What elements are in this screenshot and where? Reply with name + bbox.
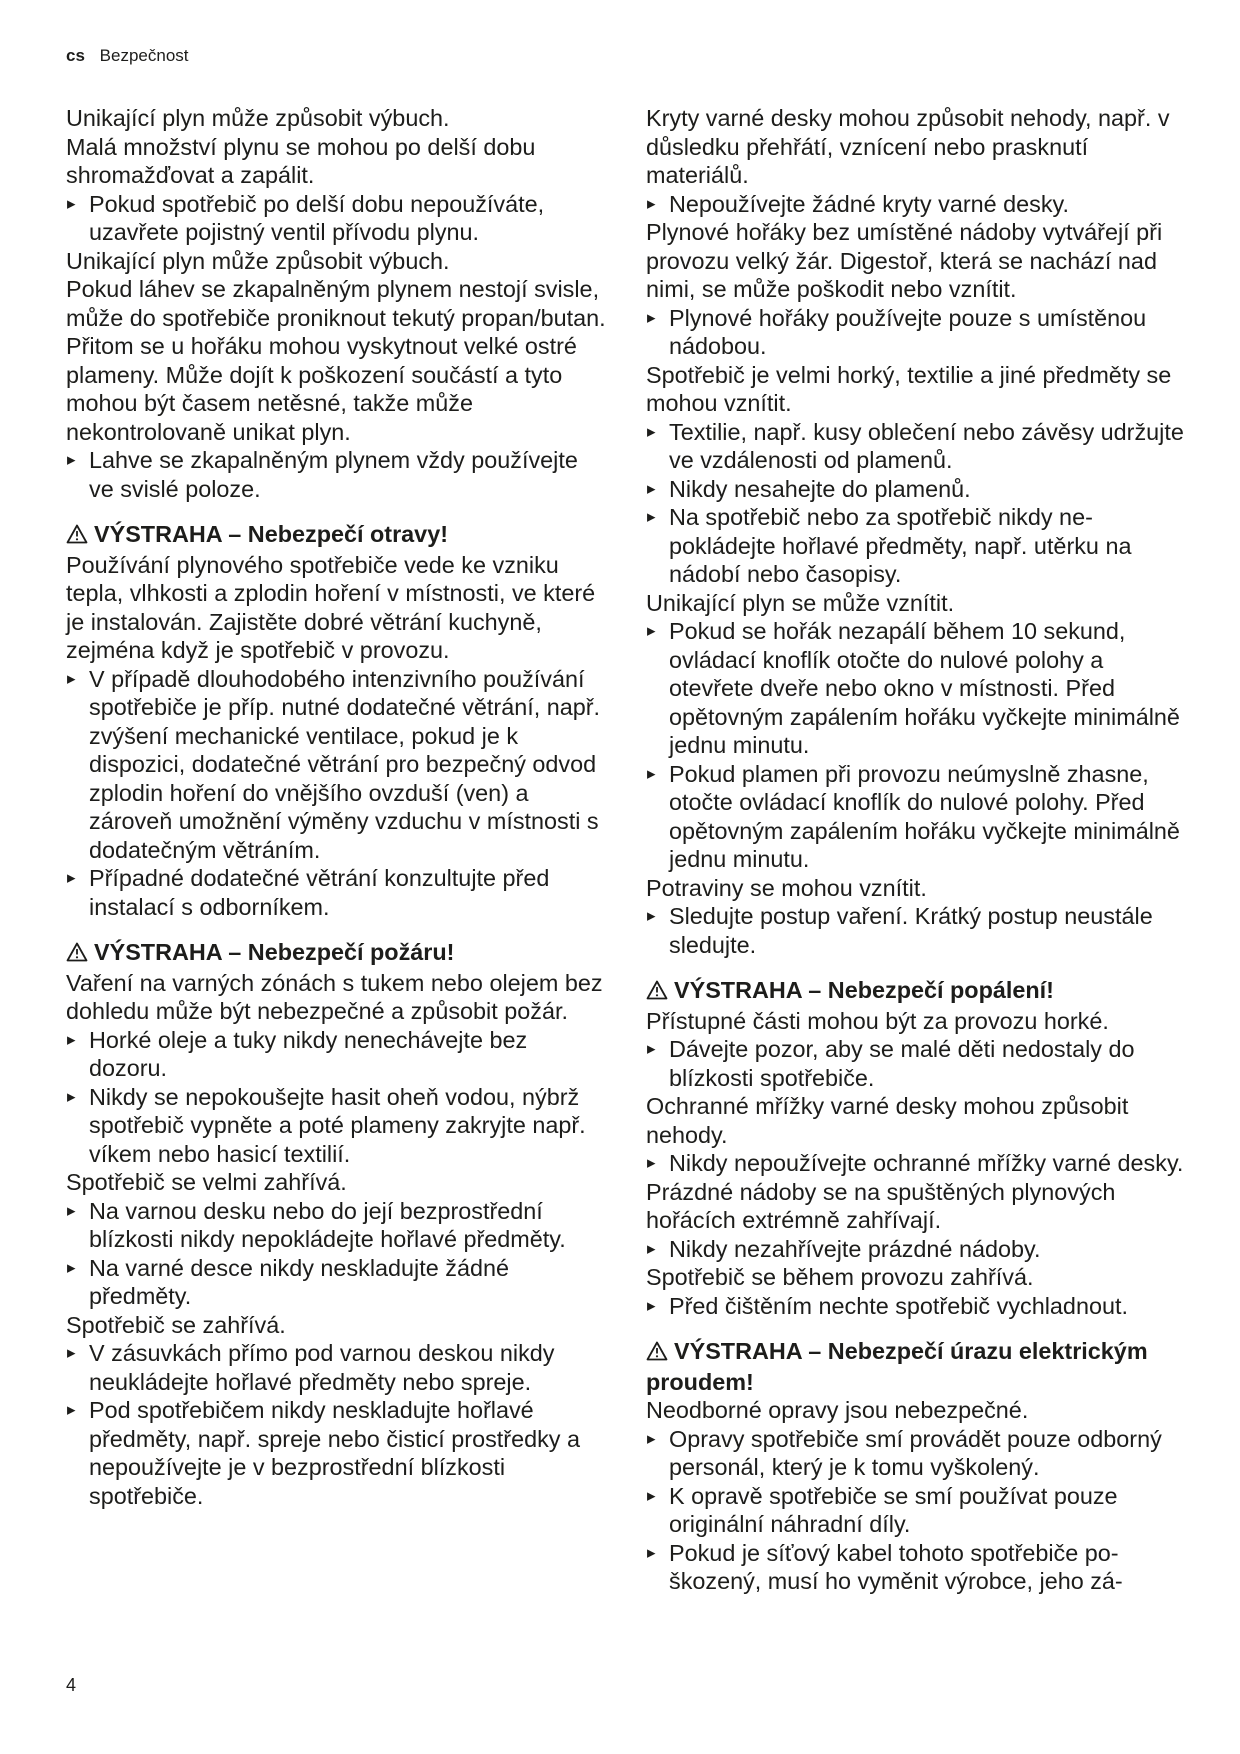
bullet-item: ▸ Nikdy se nepokoušejte hasit oheň vodou, nýbrž spotřebič vypněte a poté plameny zakryjte např. víkem nebo hasicí textilií. xyxy=(66,1083,606,1169)
warning-heading xyxy=(66,520,606,551)
bullet-item: ▸ Pokud se hořák nezapálí během 10 sekund, ovládací knoflík otočte do nulové polohy a otevřete dveře nebo okno v místnosti. Před opětovným zapálením hořáku vyčkejte minimálně jednu minutu. xyxy=(646,617,1186,760)
left-column xyxy=(66,104,606,1510)
warning-title: VÝSTRAHA – Nebezpečí otravy! xyxy=(94,521,448,547)
warning-triangle-icon xyxy=(646,978,668,1007)
paragraph: Spotřebič je velmi horký, textilie a jiné předměty se mohou vznítit. xyxy=(646,361,1172,416)
block xyxy=(66,104,606,503)
section-title: Bezpečnost xyxy=(99,46,189,65)
bullet-item: ▸ Lahve se zkapalněným plynem vždy používejte ve svislé poloze. xyxy=(66,446,606,503)
block xyxy=(646,1007,1186,1321)
paragraph: Unikající plyn může způsobit výbuch. xyxy=(66,105,450,131)
paragraph: Unikající plyn se může vznítit. xyxy=(646,589,955,616)
bullet-item: ▸ Textilie, např. kusy oblečení nebo závěsy udržujte ve vzdálenosti od plamenů. xyxy=(646,418,1186,475)
paragraph: Spotřebič se velmi zahřívá. xyxy=(66,1169,347,1195)
paragraph: Spotřebič se zahřívá. xyxy=(66,1311,286,1338)
bullet-item: ▸ Případné dodatečné větrání konzultujte před instalací s odborníkem. xyxy=(66,864,606,921)
bullet-item: ▸ Nikdy nezahřívejte prázdné nádoby. xyxy=(646,1235,1186,1264)
block xyxy=(66,551,606,922)
warning-title: VÝSTRAHA – Nebezpečí popálení! xyxy=(674,977,1054,1003)
warning-title: VÝSTRAHA – Nebezpečí požáru! xyxy=(94,939,455,965)
warning-heading xyxy=(66,938,606,969)
bullet-item: ▸ Na varnou desku nebo do její bezprostřední blízkosti nikdy nepokládejte hořlavé předměty. xyxy=(66,1197,606,1254)
bullet-item: ▸ Dávejte pozor, aby se malé děti nedostaly do blízkosti spotřebiče. xyxy=(646,1035,1186,1092)
bullet-item: ▸ Pokud plamen při provozu neúmyslně zhasne, otočte ovládací knoflík do nulové polohy. Před opětovným zapálením hořáku vyčkejte minimálně jednu minutu. xyxy=(646,760,1186,874)
right-column xyxy=(646,104,1186,1596)
bullet-item: ▸ K opravě spotřebiče se smí používat pouze originální náhradní díly. xyxy=(646,1482,1186,1539)
bullet-item: ▸ Sledujte postup vaření. Krátký postup neustále sledujte. xyxy=(646,902,1186,959)
bullet-item: ▸ Na spotřebič nebo za spotřebič nikdy nepokládejte hořlavé předměty, např. utěrku na nádobí nebo časopisy. xyxy=(646,503,1186,589)
warning-heading xyxy=(646,1337,1186,1396)
bullet-item: ▸ V případě dlouhodobého intenzivního používání spotřebiče je příp. nutné dodatečné větrání, např. zvýšení mechanické ventilace, pokud je k dispozici, dodatečné větrání pro bezpečný odvod zplodin hoření do vnějšího ovzduší (ven) a zároveň umožnění výměny vzduchu v místnosti s dodatečným větráním. xyxy=(66,665,606,865)
paragraph: Pokud láhev se zkapalněným plynem nestojí svisle, může do spotřebiče proniknout tekutý propan/butan. Přitom se u hořáku mohou vyskytnout velké ostré plameny. Může dojít k poškození součástí a tyto mohou být časem netěsné, takže může nekontrolovaně unikat plyn. xyxy=(66,276,606,445)
block xyxy=(66,969,606,1511)
bullet-item: ▸ Nepoužívejte žádné kryty varné desky. xyxy=(646,190,1186,219)
bullet-item: ▸ Pokud je síťový kabel tohoto spotřebiče poškozený, musí ho vyměnit výrobce, jeho zá- xyxy=(646,1539,1186,1596)
paragraph: Ochranné mřížky varné desky mohou způsobit nehody. xyxy=(646,1093,1129,1148)
warning-triangle-icon xyxy=(66,940,88,969)
warning-triangle-icon xyxy=(66,522,88,551)
bullet-item: ▸ V zásuvkách přímo pod varnou deskou nikdy neukládejte hořlavé předměty nebo spreje. xyxy=(66,1339,606,1396)
paragraph: Vaření na varných zónách s tukem nebo olejem bez dohledu může být nebezpečné a způsobit požár. xyxy=(66,969,603,1024)
bullet-item: ▸ Nikdy nepoužívejte ochranné mřížky varné desky. xyxy=(646,1149,1186,1178)
bullet-item: ▸ Před čištěním nechte spotřebič vychladnout. xyxy=(646,1292,1186,1321)
page-number: 4 xyxy=(66,1675,77,1695)
warning-title: VÝSTRAHA – Nebezpečí úrazu elektrickým proudem! xyxy=(646,1338,1148,1395)
paragraph: Malá množství plynu se mohou po delší dobu shromažďovat a zapálit. xyxy=(66,133,536,188)
warning-triangle-icon xyxy=(646,1339,668,1368)
paragraph: Přístupné části mohou být za provozu horké. xyxy=(646,1007,1109,1034)
bullet-item: ▸ Na varné desce nikdy neskladujte žádné předměty. xyxy=(66,1254,606,1311)
paragraph: Spotřebič se během provozu zahřívá. xyxy=(646,1264,1034,1290)
language-code: cs xyxy=(66,46,85,65)
page-header xyxy=(66,46,189,66)
paragraph: Kryty varné desky mohou způsobit nehody, např. v důsledku přehřátí, vznícení nebo prasknutí materiálů. xyxy=(646,105,1170,188)
paragraph: Neodborné opravy jsou nebezpečné. xyxy=(646,1397,1029,1423)
paragraph: Plynové hořáky bez umístěné nádoby vytvářejí při provozu velký žár. Digestoř, která se nachází nad nimi, se může poškodit nebo vznítit. xyxy=(646,219,1163,302)
paragraph: Potraviny se mohou vznítit. xyxy=(646,874,927,901)
paragraph: Používání plynového spotřebiče vede ke vzniku tepla, vlhkosti a zplodin hoření v místnosti, ve které je instalován. Zajistěte dobré větrání kuchyně, zejména když je spotřebič v provozu. xyxy=(66,551,596,663)
bullet-item: ▸ Pod spotřebičem nikdy neskladujte hořlavé předměty, např. spreje nebo čisticí prostředky a nepoužívejte je v bezprostřední blízkosti spotřebiče. xyxy=(66,1396,606,1510)
paragraph: Prázdné nádoby se na spuštěných plynových hořácích extrémně zahřívají. xyxy=(646,1178,1116,1233)
bullet-item: ▸ Opravy spotřebiče smí provádět pouze odborný personál, který je k tomu vyškolený. xyxy=(646,1425,1186,1482)
block xyxy=(646,104,1186,959)
bullet-item: ▸ Horké oleje a tuky nikdy nenechávejte bez dozoru. xyxy=(66,1026,606,1083)
warning-heading xyxy=(646,976,1186,1007)
block xyxy=(646,1396,1186,1596)
paragraph: Unikající plyn může způsobit výbuch. xyxy=(66,247,450,274)
bullet-item: ▸ Pokud spotřebič po delší dobu nepoužíváte, uzavřete pojistný ventil přívodu plynu. xyxy=(66,190,606,247)
bullet-item: ▸ Nikdy nesahejte do plamenů. xyxy=(646,475,1186,504)
bullet-item: ▸ Plynové hořáky používejte pouze s umístěnou nádobou. xyxy=(646,304,1186,361)
